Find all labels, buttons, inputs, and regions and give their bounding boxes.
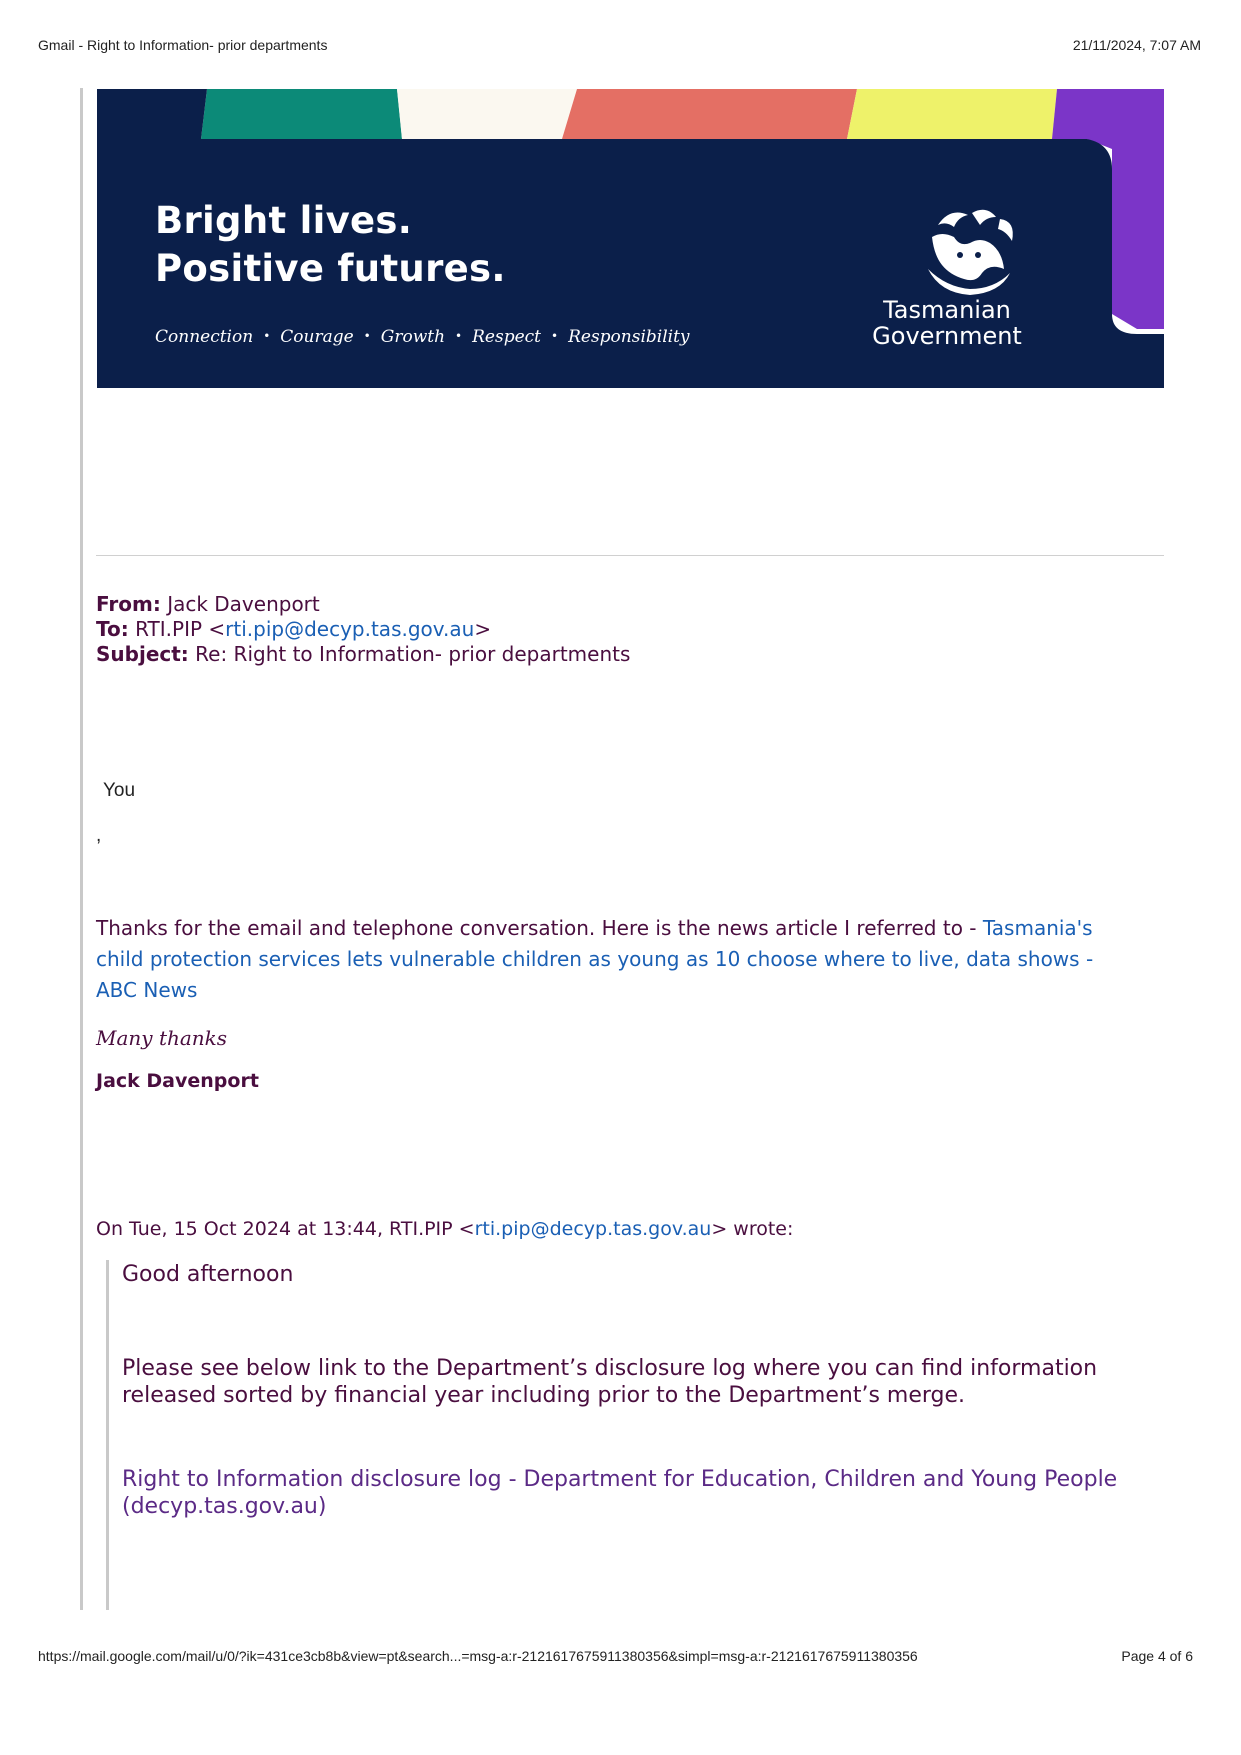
quoted-paragraph: Please see below link to the Department’s disclosure log where you can find information released sorted by financial year including prior to the Department’s merge. <box>122 1356 1098 1408</box>
value-separator: • <box>551 329 559 343</box>
salutation: You <box>103 780 136 801</box>
print-header-title: Gmail - Right to Information- prior departments <box>38 37 328 53</box>
subject-line <box>96 642 630 667</box>
email-header-block <box>96 592 630 667</box>
print-footer-url: https://mail.google.com/mail/u/0/?ik=431ce3cb8b&view=pt&search...=msg-a:r-2121617675911380356&simpl=msg-a:r-2121617675911380356 <box>38 1648 918 1664</box>
to-close-bracket: > <box>474 617 492 641</box>
nested-quote-bar <box>106 1260 109 1610</box>
disclosure-log-link[interactable]: Right to Information disclosure log - Department for Education, Children and Young People (decyp.tas.gov.au) <box>122 1467 1118 1519</box>
subject-value: Re: Right to Information- prior departments <box>195 642 631 666</box>
value-separator: • <box>263 329 271 343</box>
from-label: From: <box>96 592 161 616</box>
body-intro: Thanks for the email and telephone conversation. Here is the news article I referred to - <box>96 916 983 940</box>
attribution-email-link[interactable]: rti.pip@decyp.tas.gov.au <box>474 1218 712 1240</box>
value-connection: Connection <box>155 327 254 347</box>
quoted-reply-attribution <box>96 1218 793 1240</box>
banner-headline-line1: Bright lives. <box>155 199 413 242</box>
print-footer-page-number: Page 4 of 6 <box>1121 1648 1193 1664</box>
value-growth: Growth <box>380 327 446 347</box>
signature-name: Jack Davenport <box>96 1070 259 1092</box>
abc-news-article-link[interactable]: Tasmania's child protection services lets vulnerable children as young as 10 choose where to live, data shows - ABC News <box>96 916 1094 1002</box>
attribution-prefix: On Tue, 15 Oct 2024 at 13:44, RTI.PIP < <box>96 1218 475 1240</box>
to-label: To: <box>96 617 129 641</box>
closing-line: Many thanks <box>96 1026 228 1050</box>
print-header-datetime: 21/11/2024, 7:07 AM <box>1072 37 1201 53</box>
to-open-bracket: < <box>208 617 226 641</box>
quoted-greeting: Good afternoon <box>122 1262 294 1287</box>
from-line <box>96 592 630 617</box>
value-responsibility: Responsibility <box>568 327 690 347</box>
value-separator: • <box>455 329 463 343</box>
subject-label: Subject: <box>96 642 189 666</box>
value-courage: Courage <box>280 327 354 347</box>
banner-headline <box>155 197 506 293</box>
to-line <box>96 617 630 642</box>
email-banner-image <box>97 89 1164 388</box>
from-value: Jack Davenport <box>167 592 320 616</box>
value-separator: • <box>363 329 371 343</box>
value-respect: Respect <box>472 327 541 347</box>
banner-values <box>155 327 690 347</box>
attribution-suffix: > wrote: <box>711 1218 794 1240</box>
gov-line2: Government <box>872 322 1022 350</box>
message-divider <box>96 555 1164 556</box>
tasmanian-government-wordmark <box>797 297 1097 349</box>
tasmanian-tiger-logo-icon <box>920 207 1020 299</box>
to-name: RTI.PIP <box>135 617 203 641</box>
gov-line1: Tasmanian <box>883 296 1011 324</box>
thread-quote-bar <box>80 88 83 1610</box>
email-body-paragraph <box>96 913 1096 1006</box>
to-email-link[interactable]: rti.pip@decyp.tas.gov.au <box>225 617 475 641</box>
banner-headline-line2: Positive futures. <box>155 247 506 290</box>
salutation-comma: , <box>96 825 102 846</box>
